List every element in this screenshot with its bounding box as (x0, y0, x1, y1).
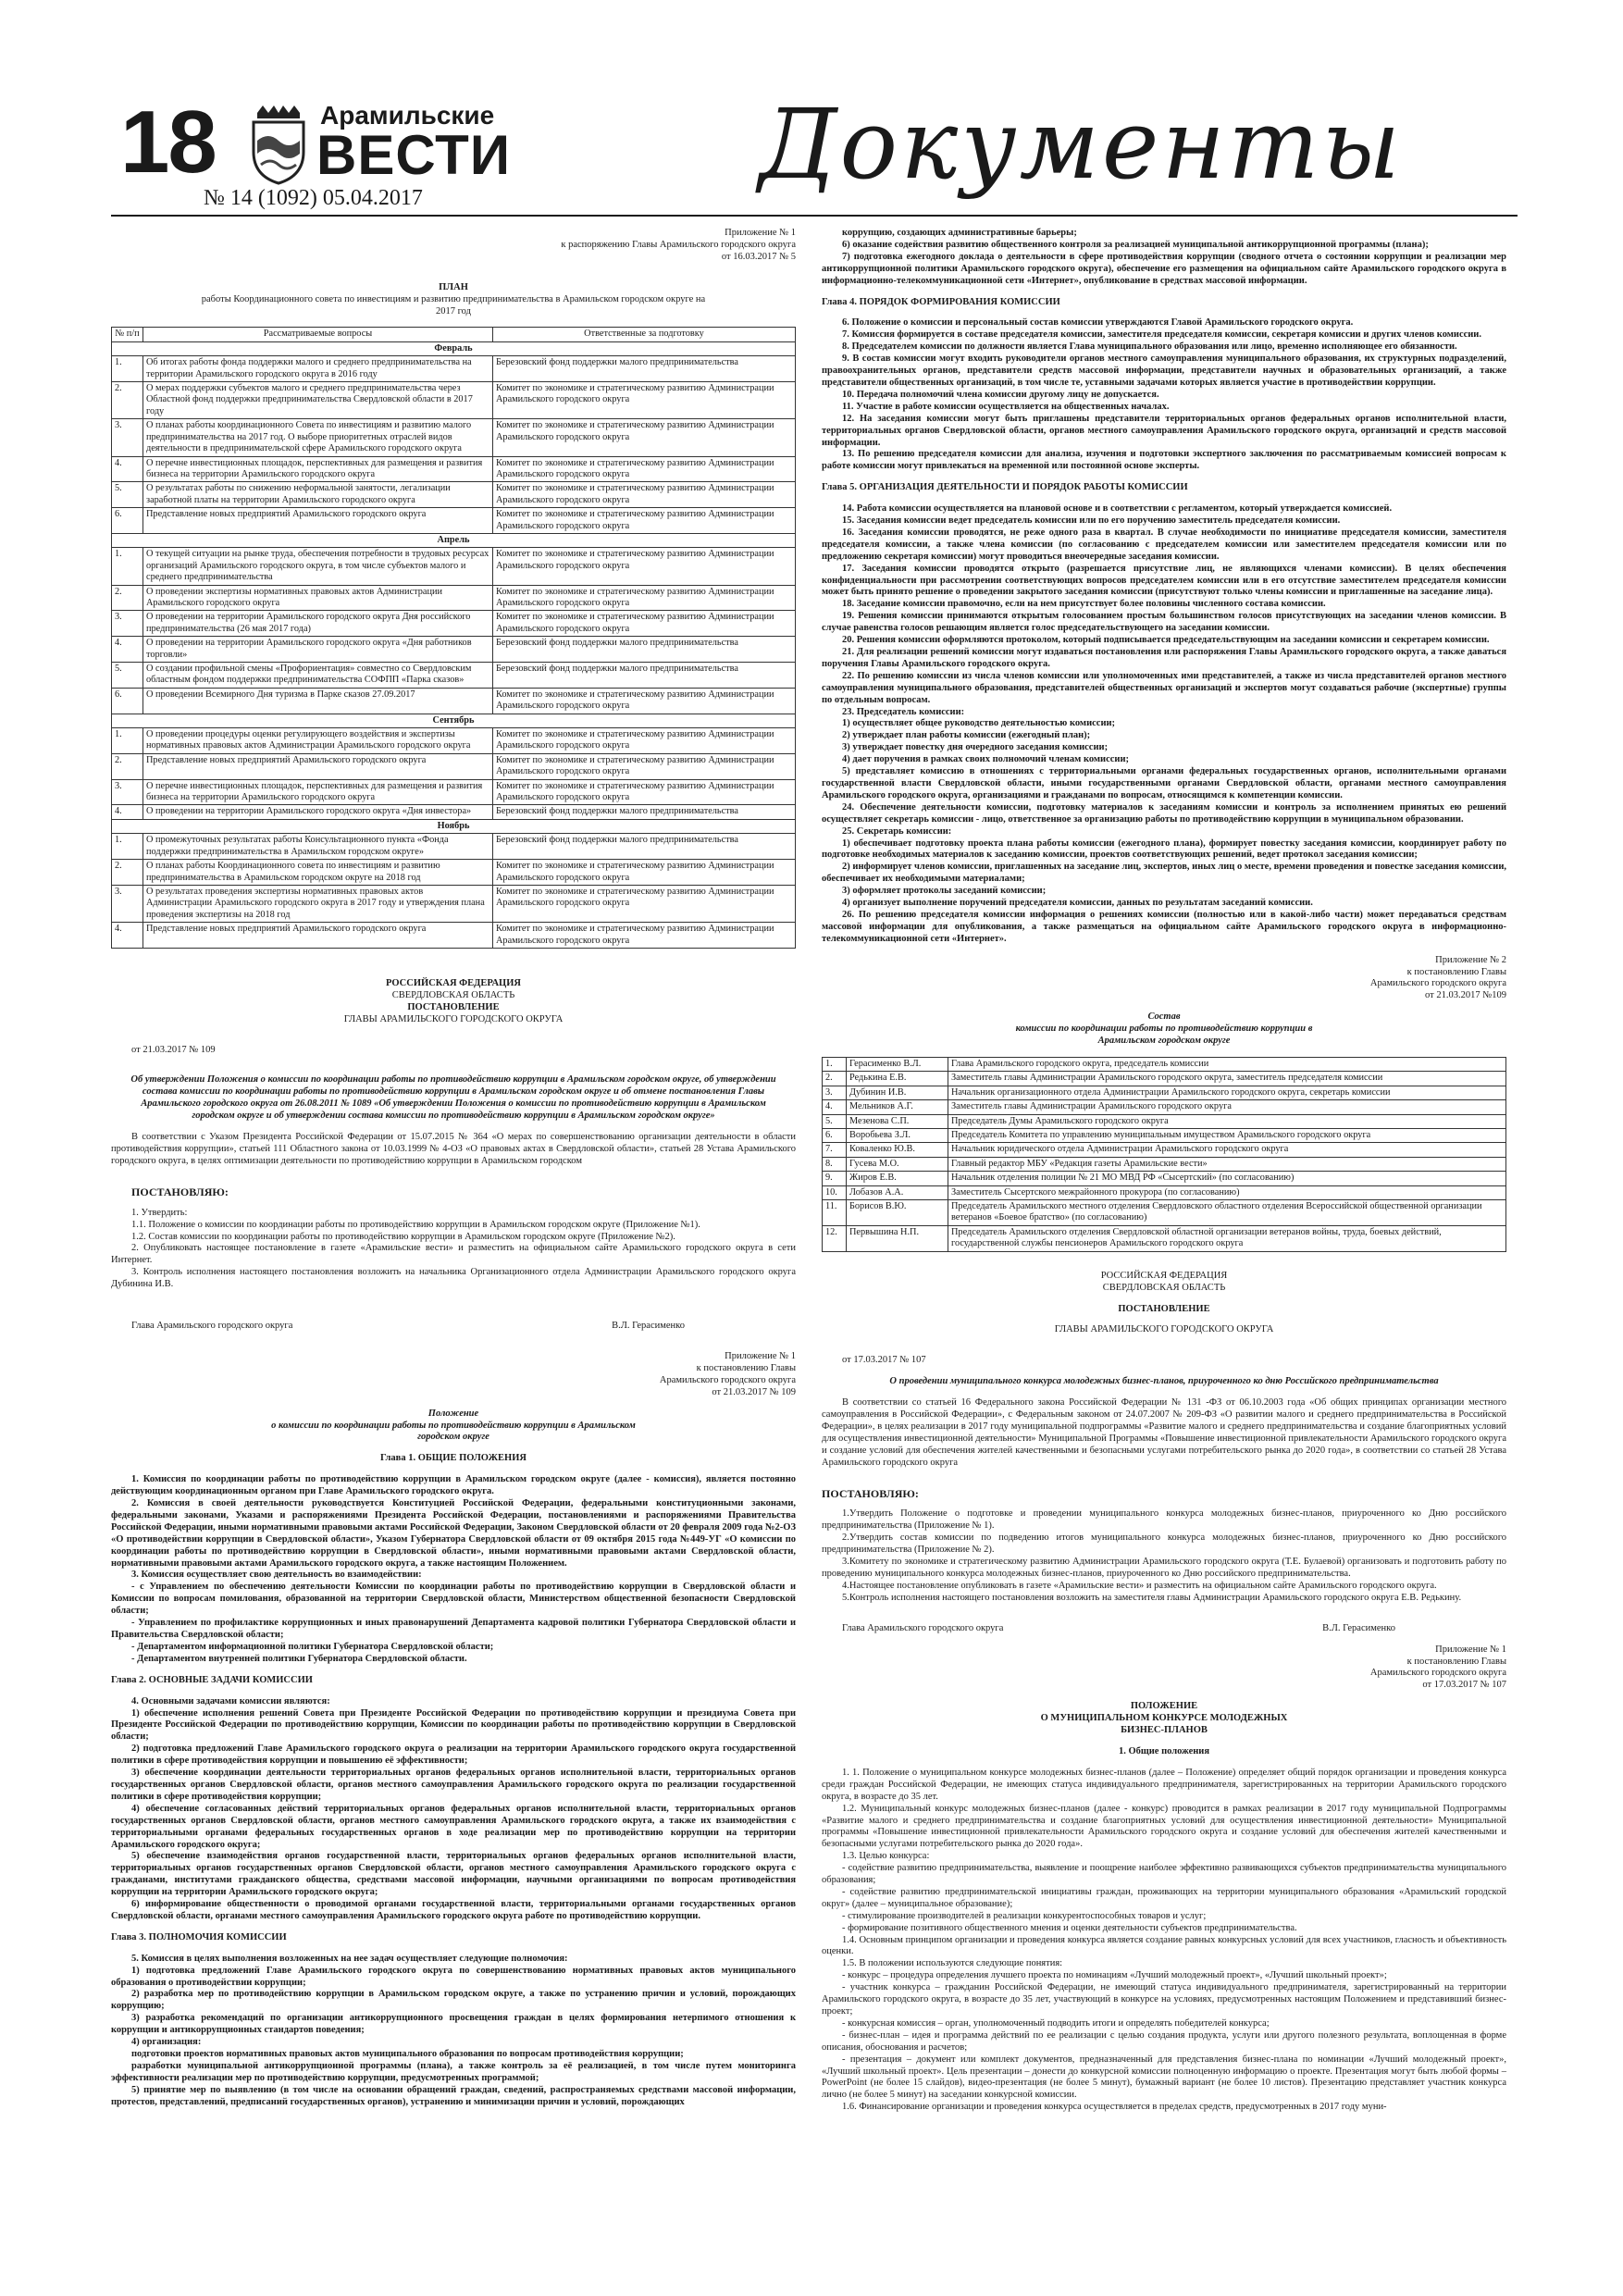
table-row (112, 728, 796, 754)
contest-item: - конкурс – процедура определения лучшего проекта по номинациям «Лучший молодежный проект», «Лучший школьный проект»; (842, 1970, 1387, 1981)
composition-table (822, 1057, 1506, 1252)
contest-item: - содействие развитию предпринимательства, выявление и поощрение наиболее эффективно развивающихся субъектов предпринимательства муниципального образования; (822, 1863, 1506, 1886)
masthead-top: Арамильские (320, 101, 495, 130)
row-number: 4. (112, 805, 143, 819)
row-responsible: Комитет по экономике и стратегическому развитию Администрации Арамильского городского округа (493, 688, 796, 714)
member-position: Начальник отделения полиции № 21 МО МВД РФ «Сысертский» (по согласованию) (948, 1172, 1506, 1185)
annex-line: Приложение № 1 (725, 1350, 796, 1361)
row-number: 1. (112, 834, 143, 860)
row-responsible: Комитет по экономике и стратегическому развитию Администрации Арамильского городского округа (493, 548, 796, 585)
row-responsible: Комитет по экономике и стратегическому развитию Администрации Арамильского городского округа (493, 885, 796, 922)
member-name: Дубинин И.В. (847, 1086, 948, 1099)
regulation-item: 5) обеспечение взаимодействия органов государственной власти, территориальных органов федеральных органов исполнительной власти, территориальных органов государственных органов Свердловской области, органов местного самоуправления Арамильского городского округа с гражданами, институтами гражданского общества, средствами массовой информации, научными организациями по вопросам противодействия коррупции на территории Арамильского городского округа; (111, 1851, 796, 1898)
regulation-item: 11. Участие в работе комиссии осуществляется на общественных началах. (842, 401, 1170, 412)
decree-item: 1. Утвердить: (131, 1207, 188, 1218)
regulation-item: 10. Передача полномочий члена комиссии другому лицу не допускается. (842, 389, 1159, 400)
table-row (112, 637, 796, 663)
decree-resolve: ПОСТАНОВЛЯЮ: (822, 1486, 919, 1500)
member-name: Гусева М.О. (847, 1157, 948, 1171)
row-topic: О создании профильной смены «Профориентация» совместно со Свердловским областным фондом поддержки предпринимательства СОФПП «Парка сказов» (143, 663, 493, 689)
section-heading: 1. Общие положения (1118, 1745, 1210, 1756)
member-position: Заместитель главы Администрации Арамильского городского округа (948, 1100, 1506, 1114)
annex-line: к постановлению Главы (1406, 1656, 1506, 1667)
chapter-heading: Глава 2. ОСНОВНЫЕ ЗАДАЧИ КОМИССИИ (111, 1674, 313, 1685)
crest-icon (248, 104, 309, 185)
table-row (112, 482, 796, 508)
contest-item: - конкурсная комиссия – орган, уполномоченный подводить итоги и определять победителей конкурса; (842, 2017, 1270, 2029)
plan-subtitle: работы Координационного совета по инвестициям и развитию предпринимательства в Арамильском городском округе на 2017 год (201, 293, 706, 316)
regulation-item: 1) обеспечивает подготовку проекта плана работы комиссии (ежегодного плана), формирует повестку заседания комиссии, координирует работу по подготовке необходимых материалов к заседанию комиссии, проектов соответствующих решений, ведет протокол заседания комиссии; (822, 838, 1506, 861)
annex-line: от 16.03.2017 № 5 (721, 251, 796, 262)
contest-item: - участник конкурса – гражданин Российской Федерации, не имеющий статуса индивидуального предпринимателя, зарегистрированный на территории Арамильского городского округа, в возрасте до 35 лет, участвующий в конкурсе на условиях, предусмотренных настоящим Положением и представивший бизнес-проект; (822, 1982, 1506, 2017)
row-responsible: Комитет по экономике и стратегическому развитию Администрации Арамильского городского округа (493, 923, 796, 949)
regulation-item: подготовки проектов нормативных правовых актов муниципального образования по вопросам противодействия коррупции; (131, 2049, 684, 2059)
annex-line: Приложение № 1 (725, 228, 796, 238)
member-position: Заместитель главы Администрации Арамильского городского округа, заместитель председателя комиссии (948, 1072, 1506, 1086)
row-responsible: Комитет по экономике и стратегическому развитию Администрации Арамильского городского округа (493, 779, 796, 805)
plan-title: ПЛАН (439, 281, 468, 292)
regulation-item: 1. Комиссия по координации работы по противодействию коррупции в Арамильском городском округе (далее - комиссия), является постоянно действующим координационным органом при Главе Арамильского городского округа. (111, 1474, 796, 1497)
row-responsible: Комитет по экономике и стратегическому развитию Администрации Арамильского городского округа (493, 585, 796, 611)
heading-line: ГЛАВЫ АРАМИЛЬСКОГО ГОРОДСКОГО ОКРУГА (1054, 1324, 1274, 1335)
member-name: Борисов В.Ю. (847, 1200, 948, 1226)
regulation-item: коррупцию, создающих административные барьеры; (842, 228, 1077, 238)
row-responsible: Комитет по экономике и стратегическому развитию Администрации Арамильского городского округа (493, 482, 796, 508)
row-number: 6. (112, 508, 143, 534)
annex-line: от 17.03.2017 № 107 (1422, 1680, 1506, 1691)
regulation-item: 1) подготовка предложений Главе Арамильского городского округа по совершенствованию нормативных правовых актов муниципального образования о противодействии коррупции; (111, 1965, 796, 1988)
table-row (112, 611, 796, 637)
table-row (112, 356, 796, 382)
member-number: 1. (823, 1058, 847, 1072)
row-number: 5. (112, 663, 143, 689)
regulation-item: 2) утверждает план работы комиссии (ежегодный план); (842, 730, 1091, 741)
table-row (112, 548, 796, 585)
table-row (823, 1100, 1506, 1114)
regulation-item: 8. Председателем комиссии по должности является Глава муниципального образования или лицо, временно исполняющее его обязанности. (842, 341, 1457, 353)
regulation-item: разработки муниципальной антикоррупционной программы (плана), а также контроль за её реализацией, в том числе путем мониторинга эффективности реализации мер по противодействию коррупции, предусмотренных программой; (111, 2060, 796, 2083)
member-name: Лобазов А.А. (847, 1185, 948, 1199)
table-row (112, 663, 796, 689)
row-responsible: Комитет по экономике и стратегическому развитию Администрации Арамильского городского округа (493, 611, 796, 637)
decree-title: Об утверждении Положения о комиссии по координации работы по противодействию коррупции в Арамильском городском округе, об утверждении состава комиссии по координации работы по противодействию коррупции в Арамильском городском округе и об отмене постановления Главы Арамильского городского округа от 26.08.2011 № 1089 «Об утверждении Положения о комиссии по противодействию коррупции в Арамильском городском округе и об утверждении состава комиссии по противодействию коррупции в Арамильском городском округе» (130, 1074, 776, 1122)
annex-line: от 21.03.2017 №109 (1425, 990, 1506, 1001)
regulation-item: 6) информирование общественности о проводимой органами государственной власти, территориальными органами государственных органов Свердловской области, органами местного самоуправления Арамильского городского округа работе по противодействию коррупции. (111, 1899, 796, 1921)
table-row (112, 688, 796, 714)
regulation-item: 13. По решению председателя комиссии для анализа, изучения и подготовки экспертного заключения по рассматриваемым комиссией вопросам к работе комиссии могут привлекаться на временной или постоянной основе эксперты. (822, 449, 1506, 472)
month-label: Апрель (112, 533, 796, 547)
annex-line: Арамильского городского округа (1369, 1668, 1506, 1679)
row-responsible: Комитет по экономике и стратегическому развитию Администрации Арамильского городского округа (493, 753, 796, 779)
left-column (111, 228, 796, 2109)
header-rule (111, 215, 1518, 217)
regulation-item: 4) организует выполнение поручений председателя комиссии, данных по результатам заседаний комиссии. (842, 898, 1313, 909)
decree-title: О проведении муниципального конкурса молодежных бизнес-планов, приуроченного ко дню Российского предпринимательства (889, 1376, 1439, 1387)
row-number: 3. (112, 779, 143, 805)
table-row (823, 1225, 1506, 1251)
row-topic: О проведении на территории Арамильского городского округа Дня российского предпринимательства (26 мая 2017 года) (143, 611, 493, 637)
heading-line: ПОСТАНОВЛЕНИЕ (407, 1001, 500, 1012)
decree-signature (111, 1321, 796, 1333)
member-position: Начальник организационного отдела Администрации Арамильского городского округа, секретарь комиссии (948, 1086, 1506, 1099)
month-row (112, 819, 796, 833)
table-row (823, 1114, 1506, 1128)
member-name: Воробьева З.Л. (847, 1129, 948, 1143)
table-row (823, 1172, 1506, 1185)
row-topic: О планах работы Координационного совета по инвестициям и развитию предпринимательства в Арамильском городском округе на 2018 год (143, 860, 493, 886)
regulation-item: - Управлением по профилактике коррупционных и иных правонарушений Департамента кадровой политики Губернатора Свердловской области и Правительства Свердловской области; (111, 1618, 796, 1640)
table-row (823, 1185, 1506, 1199)
row-responsible: Комитет по экономике и стратегическому развитию Администрации Арамильского городского округа (493, 419, 796, 456)
decree-item: 2. Опубликовать настоящее постановление в газете «Арамильские вести» и разместить на официальном сайте Арамильского городского округа в сети Интернет. (111, 1243, 796, 1266)
row-topic: О проведении процедуры оценки регулирующего воздействия и экспертизы нормативных правовых актов Администрации Арамильского городского округа (143, 728, 493, 754)
decree-item: 2.Утвердить состав комиссии по подведению итогов муниципального конкурса молодежных бизнес-планов, приуроченного ко Дню российского предпринимательства (Приложение № 2). (822, 1533, 1506, 1556)
regulation-item: - Департаментом внутренней политики Губернатора Свердловской области. (131, 1653, 467, 1664)
decree-item: 1.Утвердить Положение о подготовке и проведении муниципального конкурса молодежных бизнес-планов, приуроченного ко Дню российского предпринимательства (Приложение № 1). (822, 1508, 1506, 1532)
member-position: Начальник юридического отдела Администрации Арамильского городского округа (948, 1143, 1506, 1157)
column-header: Рассматриваемые вопросы (143, 328, 493, 341)
member-number: 9. (823, 1172, 847, 1185)
decree-item: 1.1. Положение о комиссии по координации работы по противодействию коррупции в Арамильском городском округе (Приложение №1). (131, 1219, 700, 1230)
regulation-subtitle: о комиссии по координации работы по противодействию коррупции в Арамильском городском округе (271, 1420, 636, 1443)
member-number: 4. (823, 1100, 847, 1114)
member-number: 7. (823, 1143, 847, 1157)
chapter-heading: Глава 5. ОРГАНИЗАЦИЯ ДЕЯТЕЛЬНОСТИ И ПОРЯДОК РАБОТЫ КОМИССИИ (822, 482, 1188, 493)
regulation-item: 24. Обеспечение деятельности комиссии, подготовку материалов к заседаниям комиссии и контроль за исполнением принятых ею решений осуществляет секретарь комиссии - лицо, ответственное за организацию работы по противодействию коррупции в муниципальном образовании. (822, 801, 1506, 825)
regulation-item: 2) информирует членов комиссии, приглашенных на заседание лиц, экспертов, иных лиц о месте, времени проведения и повестке заседания комиссии, обеспечивает их необходимыми материалами; (822, 862, 1506, 885)
decree-item: 3. Контроль исполнения настоящего постановления возложить на начальника Организационного отдела Администрации Арамильского городского округа Дубинина И.В. (111, 1267, 796, 1290)
annex-line: Арамильского городского округа (659, 1374, 796, 1385)
regulation-item: 3. Комиссия осуществляет свою деятельность во взаимодействии: (131, 1570, 422, 1581)
column-header: Ответственные за подготовку (493, 328, 796, 341)
row-topic: О перечне инвестиционных площадок, перспективных для размещения и развития бизнеса на территории Арамильского городского округа (143, 456, 493, 482)
signer-name: В.Л. Герасименко (1322, 1622, 1395, 1633)
table-row (112, 834, 796, 860)
page-number: 18 (120, 93, 216, 192)
regulation-item: 2) подготовка предложений Главе Арамильского городского округа о реализации на территории Арамильского городского округа государственной политики в сфере противодействия коррупции и повышению её эффективности; (111, 1744, 796, 1767)
member-number: 6. (823, 1129, 847, 1143)
contest-item: - формирование позитивного общественного мнения и оценки деятельности субъектов предпринимательства. (842, 1922, 1297, 1933)
month-label: Сентябрь (112, 714, 796, 727)
row-number: 3. (112, 611, 143, 637)
chapter-heading: Глава 3. ПОЛНОМОЧИЯ КОМИССИИ (111, 1931, 287, 1942)
regulation-item: 25. Секретарь комиссии: (842, 825, 952, 837)
annex-line: от 21.03.2017 № 109 (712, 1386, 796, 1397)
row-topic: О перечне инвестиционных площадок, перспективных для размещения и развития бизнеса на территории Арамильского городского округа (143, 779, 493, 805)
row-topic: О результатах работы по снижению неформальной занятости, легализации заработной платы на территории Арамильского городского округа (143, 482, 493, 508)
row-topic: Об итогах работы фонда поддержки малого и среднего предпринимательства на территории Арамильского городского округа в 2016 году (143, 356, 493, 382)
decree-signature (822, 1623, 1506, 1635)
decree-item: 5.Контроль исполнения настоящего постановления возложить на заместителя главы Администрации Арамильского городского округа Е.В. Редькину. (842, 1592, 1462, 1603)
chapter-heading: Глава 4. ПОРЯДОК ФОРМИРОВАНИЯ КОМИССИИ (822, 296, 1060, 307)
row-number: 1. (112, 728, 143, 754)
row-number: 2. (112, 860, 143, 886)
member-position: Председатель Арамильского местного отделения Свердловского областного отделения Всероссийской общественной организации ветеранов «Боевое братство» (по согласованию) (948, 1200, 1506, 1226)
member-position: Председатель Комитета по управлению муниципальным имуществом Арамильского городского округа (948, 1129, 1506, 1143)
row-number: 6. (112, 688, 143, 714)
composition-subtitle: комиссии по координации работы по противодействию коррупции в Арамильском городском округе (1015, 1024, 1313, 1047)
contest-item: 1.6. Финансирование организации и проведения конкурса осуществляется в пределах средств, предусмотренных в 2017 году муни- (842, 2102, 1387, 2113)
regulation-title: Положение (427, 1408, 479, 1419)
contest-item: 1.4. Основным принципом организации и проведения конкурса является создание равных конкурсных условий для всех участников, гласность и объективность оценки. (822, 1934, 1506, 1957)
member-name: Первышина Н.П. (847, 1225, 948, 1251)
composition-title: Состав (1147, 1011, 1181, 1023)
table-row (112, 860, 796, 886)
member-name: Мезенова С.П. (847, 1114, 948, 1128)
heading-line: ПОСТАНОВЛЕНИЕ (1118, 1303, 1210, 1314)
regulation-item: 18. Заседание комиссии правомочно, если на нем присутствует более половины численного состава комиссии. (842, 599, 1326, 610)
masthead-title: ВЕСТИ (316, 124, 511, 186)
member-name: Редькина Е.В. (847, 1072, 948, 1086)
decree-preamble: В соответствии со статьей 16 Федерального закона Российской Федерации № 131 -ФЗ от 06.10.2003 года «Об общих принципах организации местного самоуправления в Российской Федерации», с Федеральным законом от 24.07.2007 № 209-ФЗ «О развитии малого и среднего предпринимательства в Российской Федерации», в целях реализации в 2017 году муниципальной подпрограммы «Развитие малого и среднего предпринимательства и создание благоприятных условий для осуществления инвестиционной деятельности» Муниципальной Программы «Повышение инвестиционной привлекательности Арамильского городского округа и создание условий для обеспечения жителей качественными и безопасными услугами потребительского рынка до 2020 года», в соответствии со статьей 28 Устава Арамильского городского округа (822, 1397, 1506, 1468)
row-responsible: Березовский фонд поддержки малого предпринимательства (493, 805, 796, 819)
decree-item: 4.Настоящее постановление опубликовать в газете «Арамильские вести» и разместить на официальном сайте Арамильского городского округа. (842, 1580, 1437, 1591)
regulation-item: 15. Заседания комиссии ведет председатель комиссии или по его поручению заместитель председателя комиссии. (842, 515, 1341, 527)
plan-table (111, 327, 796, 949)
contest-item: - содействие развитию предпринимательской инициативы граждан, проживающих на территории муниципального образования «Арамильский городской округ» (далее – муниципальное образование); (822, 1886, 1506, 1909)
table-row (823, 1086, 1506, 1099)
month-row (112, 533, 796, 547)
row-topic: О мерах поддержки субъектов малого и среднего предпринимательства через Областной фонд поддержки предпринимательства Свердловской области в 2017 году (143, 382, 493, 419)
page-header (111, 88, 1518, 213)
row-responsible: Комитет по экономике и стратегическому развитию Администрации Арамильского городского округа (493, 508, 796, 534)
row-number: 1. (112, 548, 143, 585)
row-topic: Представление новых предприятий Арамильского городского округа (143, 753, 493, 779)
member-name: Герасименко В.Л. (847, 1058, 948, 1072)
regulation-item: 12. На заседания комиссии могут быть приглашены представители территориальных органов федеральных органов исполнительной власти, территориальных органов Свердловской области, органов местного самоуправления Арамильского городского округа, организаций и средств массовой информации. (822, 413, 1506, 448)
month-row (112, 714, 796, 727)
table-row (112, 753, 796, 779)
heading-line: СВЕРДЛОВСКАЯ ОБЛАСТЬ (1102, 1282, 1226, 1293)
contest-annex (1210, 1644, 1506, 1693)
contest-item: - бизнес-план – идея и программа действий по ее реализации с целью создания продукта, услуги или другого полезного результата, воплощенная в форме описания, обоснования и расчетов; (822, 2029, 1506, 2053)
regulation-item: 2. Комиссия в своей деятельности руководствуется Конституцией Российской Федерации, федеральными конституционными законами, федеральными законами, Указами и распоряжениями Президента Российской Федерации, постановлениями и распоряжениями Правительства Российской Федерации, иными нормативными правовыми актами Российской Федерации, Законом Свердловской области от 20 февраля 2009 года №2-ОЗ «О противодействии коррупции в Свердловской области», Указом Губернатора Свердловской области от 09 октября 2015 года №449-УГ «О комиссии по координации работы по противодействию коррупции в Свердловской области», иными нормативными правовыми актами Свердловской области, нормативными правовыми актами Арамильского городского округа, а также настоящим Положением. (111, 1498, 796, 1569)
regulation-item: 1) осуществляет общее руководство деятельностью комиссии; (842, 718, 1116, 729)
table-row (823, 1058, 1506, 1072)
row-topic: О проведении Всемирного Дня туризма в Парке сказов 27.09.2017 (143, 688, 493, 714)
regulation-item: 14. Работа комиссии осуществляется на плановой основе и в соответствии с регламентом, который утверждается комиссией. (842, 503, 1393, 515)
regulation-item: 6) оказание содействия развитию общественного контроля за реализацией муниципальной антикоррупционной программы (плана); (842, 239, 1429, 250)
regulation-item: 21. Для реализации решений комиссии могут издаваться постановления или распоряжения Главы Арамильского городского округа, а также даваться поручения Главы Арамильского городского округа. (822, 647, 1506, 669)
row-number: 4. (112, 637, 143, 663)
row-number: 3. (112, 419, 143, 456)
contest-item: 1.2. Муниципальный конкурс молодежных бизнес-планов (далее - конкурс) проводится в рамках реализации в 2017 году муниципальной Подпрограммы «Развитие малого и среднего предпринимательства и создание благоприятных условий для осуществления инвестиционной деятельности» Муниципальной программы «Повышение инвестиционной привлекательности Арамильского городского округа и создание условий для обеспечения жителей качественными и безопасными услугами потребительского рынка до 2020 года». (822, 1803, 1506, 1850)
decree-date: от 17.03.2017 № 107 (842, 1355, 926, 1366)
table-header-row (112, 328, 796, 341)
row-topic: О проведении на территории Арамильского городского округа «Дня инвестора» (143, 805, 493, 819)
regulation-item: 1) обеспечение исполнения решений Совета при Президенте Российской Федерации по противодействию коррупции и президиума Совета при Президенте Российской Федерации по противодействию коррупции, Комиссии по координации работы по противодействию коррупции в Свердловской области; (111, 1707, 796, 1743)
table-row (112, 508, 796, 534)
row-responsible: Березовский фонд поддержки малого предпринимательства (493, 356, 796, 382)
row-number: 4. (112, 456, 143, 482)
table-row (823, 1143, 1506, 1157)
row-topic: О промежуточных результатах работы Консультационного пункта «Фонда поддержки предпринимательства в Арамильском городском округе» (143, 834, 493, 860)
contest-item: 1.5. В положении используются следующие понятия: (842, 1958, 1063, 1969)
member-position: Главный редактор МБУ «Редакция газеты Арамильские вести» (948, 1157, 1506, 1171)
regulation-item: 17. Заседания комиссии проводятся открыто (разрешается присутствие лиц, не являющихся членами комиссии). В целях обеспечения конфиденциальности при рассмотрении соответствующих вопросов председателем комиссии или в его отсутствие заместителем председателя комиссии может быть принято решение о проведении закрытого заседания комиссии (присутствуют только члены комиссии и приглашенные на заседание лица). (822, 563, 1506, 598)
member-name: Коваленко Ю.В. (847, 1143, 948, 1157)
row-number: 2. (112, 753, 143, 779)
regulation-item: 6. Положение о комиссии и персональный состав комиссии утверждаются Главой Арамильского городского округа. (842, 317, 1354, 329)
row-topic: Представление новых предприятий Арамильского городского округа (143, 923, 493, 949)
member-name: Мельников А.Г. (847, 1100, 948, 1114)
contest-item: 1. 1. Положение о муниципальном конкурсе молодежных бизнес-планов (далее – Положение) определяет общий порядок организации и проведения конкурса среди граждан Российской Федерации, не имеющих статуса индивидуального предпринимателя, зарегистрированных на территории Арамильского городского округа, в возрасте до 35 лет. (822, 1767, 1506, 1802)
member-position: Глава Арамильского городского округа, председатель комиссии (948, 1058, 1506, 1072)
row-responsible: Березовский фонд поддержки малого предпринимательства (493, 637, 796, 663)
row-number: 5. (112, 482, 143, 508)
composition-annex (1210, 955, 1506, 1003)
row-topic: О планах работы координационного Совета по инвестициям и развитию малого предпринимательства на 2017 год. О выборе приоритетных отраслей видов деятельности в предпринимательской сфере Арамильского городского округа (143, 419, 493, 456)
regulation-item: 5. Комиссия в целях выполнения возложенных на нее задач осуществляет следующие полномочия: (131, 1953, 568, 1964)
signer-title: Глава Арамильского городского округа (842, 1622, 1004, 1633)
column-header: № п/п (112, 328, 143, 341)
row-responsible: Комитет по экономике и стратегическому развитию Администрации Арамильского городского округа (493, 382, 796, 419)
regulation-item: 5) принятие мер по выявлению (в том числе на основании обращений граждан, сведений, распространяемых средствами массовой информации, протестов, представлений, предписаний государственных органов), устранению и минимизации причин и условий, порождающих (111, 2084, 796, 2107)
table-row (112, 885, 796, 922)
regulation-item: 3) оформляет протоколы заседаний комиссии; (842, 886, 1047, 897)
decree-item: 1.2. Состав комиссии по координации работы по противодействию коррупции в Арамильском городском округе (Приложение №2). (131, 1231, 675, 1242)
table-row (112, 585, 796, 611)
decree-date: от 21.03.2017 № 109 (131, 1044, 216, 1055)
contest-subtitle: БИЗНЕС-ПЛАНОВ (1121, 1725, 1208, 1736)
signer-name: В.Л. Герасименко (612, 1321, 685, 1332)
row-responsible: Березовский фонд поддержки малого предпринимательства (493, 834, 796, 860)
table-row (823, 1072, 1506, 1086)
table-row (112, 779, 796, 805)
member-number: 10. (823, 1185, 847, 1199)
heading-line: ГЛАВЫ АРАМИЛЬСКОГО ГОРОДСКОГО ОКРУГА (343, 1013, 564, 1024)
row-topic: О проведении на территории Арамильского городского округа «Дня работников торговли» (143, 637, 493, 663)
contest-subtitle: О МУНИЦИПАЛЬНОМ КОНКУРСЕ МОЛОДЕЖНЫХ (1040, 1713, 1288, 1724)
regulation-item: 7. Комиссия формируется в составе председателя комиссии, заместителя председателя комиссии, секретаря комиссии и других членов комиссии. (842, 329, 1481, 341)
member-number: 2. (823, 1072, 847, 1086)
decree-resolve: ПОСТАНОВЛЯЮ: (131, 1185, 229, 1198)
table-row (112, 419, 796, 456)
row-number: 4. (112, 923, 143, 949)
regulation-item: 19. Решения комиссии принимаются открытым голосованием простым большинством голосов присутствующих на заседании членов комиссии. В случае равенства голосов решающим является голос председательствующего на заседании комиссии. (822, 611, 1506, 634)
row-topic: О проведении экспертизы нормативных правовых актов Администрации Арамильского городского округа (143, 585, 493, 611)
member-position: Председатель Арамильского отделения Свердловской областной организации ветеранов войны, труда, боевых действий, государственной службы пенсионеров Арамильского городского округа (948, 1225, 1506, 1251)
row-number: 3. (112, 885, 143, 922)
member-name: Жиров Е.В. (847, 1172, 948, 1185)
regulation-item: 9. В состав комиссии могут входить руководители органов местного самоуправления муниципального образования, их структурных подразделений, правоохранительных органов, представители средств массовой информации, представители научных и образовательных организаций, а также представители общественных организаций, в том числе те, уставными задачами которых является участие в противодействии коррупции. (822, 354, 1506, 388)
regulation-item: - Департаментом информационной политики Губернатора Свердловской области; (131, 1641, 494, 1652)
member-number: 5. (823, 1114, 847, 1128)
heading-line: РОССИЙСКАЯ ФЕДЕРАЦИЯ (386, 977, 521, 988)
member-position: Заместитель Сысертского межрайонного прокурора (по согласованию) (948, 1185, 1506, 1199)
regulation-annex (500, 1351, 796, 1399)
annex-line: Приложение № 1 (1435, 1644, 1506, 1655)
decree-preamble: В соответствии с Указом Президента Российской Федерации от 15.07.2015 № 364 «О мерах по совершенствованию организации деятельности в области противодействия коррупции», статьей 111 Областного закона от 10.03.1999 № 4-ОЗ «О правовых актах в Свердловской области», статьей 28 Устава Арамильского городского округа, в целях оптимизации деятельности по противодействию коррупции в Арамильском городском (111, 1132, 796, 1166)
row-responsible: Комитет по экономике и стратегическому развитию Администрации Арамильского городского округа (493, 860, 796, 886)
regulation-item: 20. Решения комиссии оформляются протоколом, который подписывается председательствующим на заседании комиссии и секретарем комиссии. (842, 635, 1490, 646)
heading-line: РОССИЙСКАЯ ФЕДЕРАЦИЯ (1100, 1270, 1228, 1281)
regulation-item: 16. Заседания комиссии проводятся, не реже одного раза в квартал. В случае необходимости по инициативе председателя комиссии, заместителя председателя комиссии, а также члена комиссии (по согласованию с председателем комиссии или заместителем председателя комиссии или по предложению секретаря комиссии) могут проводиться внеочередные заседания комиссии. (822, 527, 1506, 562)
annex-line: Приложение № 2 (1435, 954, 1506, 965)
regulation-item: 23. Председатель комиссии: (842, 706, 965, 717)
regulation-item: 4) обеспечение согласованных действий территориальных органов федеральных органов исполнительной власти, территориальных органов государственных органов Свердловской области, органов местного самоуправления Арамильского городского округа, а также их взаимодействия с территориальными органами федеральных государственных органов в ходе реализации мер по противодействию коррупции на территории Арамильского городского округа; (111, 1803, 796, 1850)
row-responsible: Комитет по экономике и стратегическому развитию Администрации Арамильского городского округа (493, 456, 796, 482)
member-number: 12. (823, 1225, 847, 1251)
decree-item: 3.Комитету по экономике и стратегическому развитию Администрации Арамильского городского округа (Т.Е. Булаевой) организовать и подготовить работу по проведению муниципального конкурса молодежных бизнес-планов, приуроченного ко Дню российского предпринимательства. (822, 1557, 1506, 1579)
signer-title: Глава Арамильского городского округа (131, 1321, 293, 1332)
annex-line: к постановлению Главы (696, 1362, 796, 1373)
table-row (823, 1157, 1506, 1171)
row-number: 1. (112, 356, 143, 382)
row-number: 2. (112, 382, 143, 419)
row-responsible: Комитет по экономике и стратегическому развитию Администрации Арамильского городского округа (493, 728, 796, 754)
section-title: Документы (759, 88, 1404, 201)
row-topic: О результатах проведения экспертизы нормативных правовых актов Администрации Арамильского городского округа в 2017 году и утверждения плана проведения экспертизы на 2018 год (143, 885, 493, 922)
row-topic: Представление новых предприятий Арамильского городского округа (143, 508, 493, 534)
regulation-item: 4. Основными задачами комиссии являются: (131, 1695, 330, 1706)
chapter-heading: Глава 1. ОБЩИЕ ПОЛОЖЕНИЯ (380, 1453, 527, 1464)
contest-title: ПОЛОЖЕНИЕ (1130, 1701, 1198, 1712)
regulation-item: 3) утверждает повестку дня очередного заседания комиссии; (842, 742, 1109, 753)
regulation-item: 5) представляет комиссию в отношениях с территориальными органами федеральных государственных органов, исполнительными органами государственной власти Свердловской области, иными государственными органами Свердловской области, органами местного самоуправления Арамильского городского округа, организациями и гражданами по вопросам, относящимся к компетенции комиссии. (822, 766, 1506, 800)
row-topic: О текущей ситуации на рынке труда, обеспечения потребности в трудовых ресурсах организаций Арамильского городского округа, в том числе субъектов малого и среднего предпринимательства (143, 548, 493, 585)
member-number: 11. (823, 1200, 847, 1226)
regulation-item: 26. По решению председателя комиссии информация о решениях комиссии (полностью или в какой-либо части) может передаваться средствам массовой информации для опубликования, а также размещаться на официальном сайте Арамильского городского округа в информационно-телекоммуникационной сети «Интернет». (822, 909, 1506, 944)
member-position: Председатель Думы Арамильского городского округа (948, 1114, 1506, 1128)
table-row (823, 1200, 1506, 1226)
decree-107-heading (822, 1271, 1506, 1337)
table-row (823, 1129, 1506, 1143)
month-row (112, 341, 796, 355)
annex-line: к постановлению Главы (1406, 966, 1506, 977)
regulation-item: 2) разработка мер по противодействию коррупции в Арамильском городском округе, а также по устранению причин и условий, порождающих коррупцию; (111, 1989, 796, 2012)
plan-annex (500, 228, 796, 264)
regulation-item: 4) дает поручения в рамках своих полномочий членам комиссии; (842, 754, 1130, 765)
regulation-item: 3) обеспечение координации деятельности территориальных органов федеральных органов исполнительной власти, территориальных органов государственных органов Свердловской области, органов местного самоуправления Арамильского городского округа по реализации государственной политики в сфере противодействия коррупции; (111, 1768, 796, 1802)
heading-line: СВЕРДЛОВСКАЯ ОБЛАСТЬ (391, 989, 515, 1000)
month-label: Февраль (112, 341, 796, 355)
contest-item: 1.3. Целью конкурса: (842, 1851, 930, 1862)
regulation-item: 4) организация: (131, 2037, 202, 2048)
regulation-item: - с Управлением по обеспечению деятельности Комиссии по координации работы по противодействию коррупции в Свердловской области и Комиссии по вопросам помилования, образованной на территории Свердловской области, Министерством общественной безопасности Свердловской области; (111, 1582, 796, 1617)
month-label: Ноябрь (112, 819, 796, 833)
contest-item: - презентация – документ или комплект документов, предназначенный для представления бизнес-плана по номинации «Лучший молодежный проект», «Лучший школьный проект». Цель презентации – донести до конкурсной комиссии полноценную информацию о проекте. Презентация могут быть любой формы – PowerPoint (не более 15 слайдов), видео-презентация (не более 5 минут), бумажный вариант (не более 10 листов). Презентацию представляет участник конкурса лично (не более 5 минут) на заседании конкурсной комиссии. (822, 2054, 1506, 2101)
regulation-item: 3) разработка рекомендаций по организации антикоррупционного просвещения граждан в целях формирования нетерпимого отношения к коррупции и антикоррупционных стандартов поведения; (111, 2013, 796, 2036)
contest-item: - стимулирование производителей в реализации конкурентоспособных товаров и услуг; (842, 1910, 1207, 1921)
table-row (112, 382, 796, 419)
table-row (112, 923, 796, 949)
member-number: 8. (823, 1157, 847, 1171)
row-responsible: Березовский фонд поддержки малого предпринимательства (493, 663, 796, 689)
regulation-item: 7) подготовка ежегодного доклада о деятельности в сфере противодействия коррупции (сводного отчета о состоянии коррупции и реализации мер антикоррупционной политики Арамильского городского округа), обеспечение его размещения на официальном сайте Арамильского городского округа в информационно-телекоммуникационной сети «Интернет», опубликование в средствах массовой информации. (822, 251, 1506, 286)
row-number: 2. (112, 585, 143, 611)
annex-line: к распоряжению Главы Арамильского городского округа (561, 239, 796, 250)
right-column (822, 228, 1506, 2114)
regulation-item: 22. По решению комиссии из числа членов комиссии или уполномоченных ими представителей, а также из числа представителей органов местного самоуправления муниципального образования, представителей общественных организаций и экспертов могут создаваться рабочие (экспертные) группы по отдельным вопросам. (822, 670, 1506, 705)
table-row (112, 805, 796, 819)
decree-109-heading (111, 978, 796, 1026)
member-number: 3. (823, 1086, 847, 1099)
annex-line: Арамильского городского округа (1369, 978, 1506, 989)
table-row (112, 456, 796, 482)
issue-info: № 14 (1092) 05.04.2017 (204, 186, 423, 210)
